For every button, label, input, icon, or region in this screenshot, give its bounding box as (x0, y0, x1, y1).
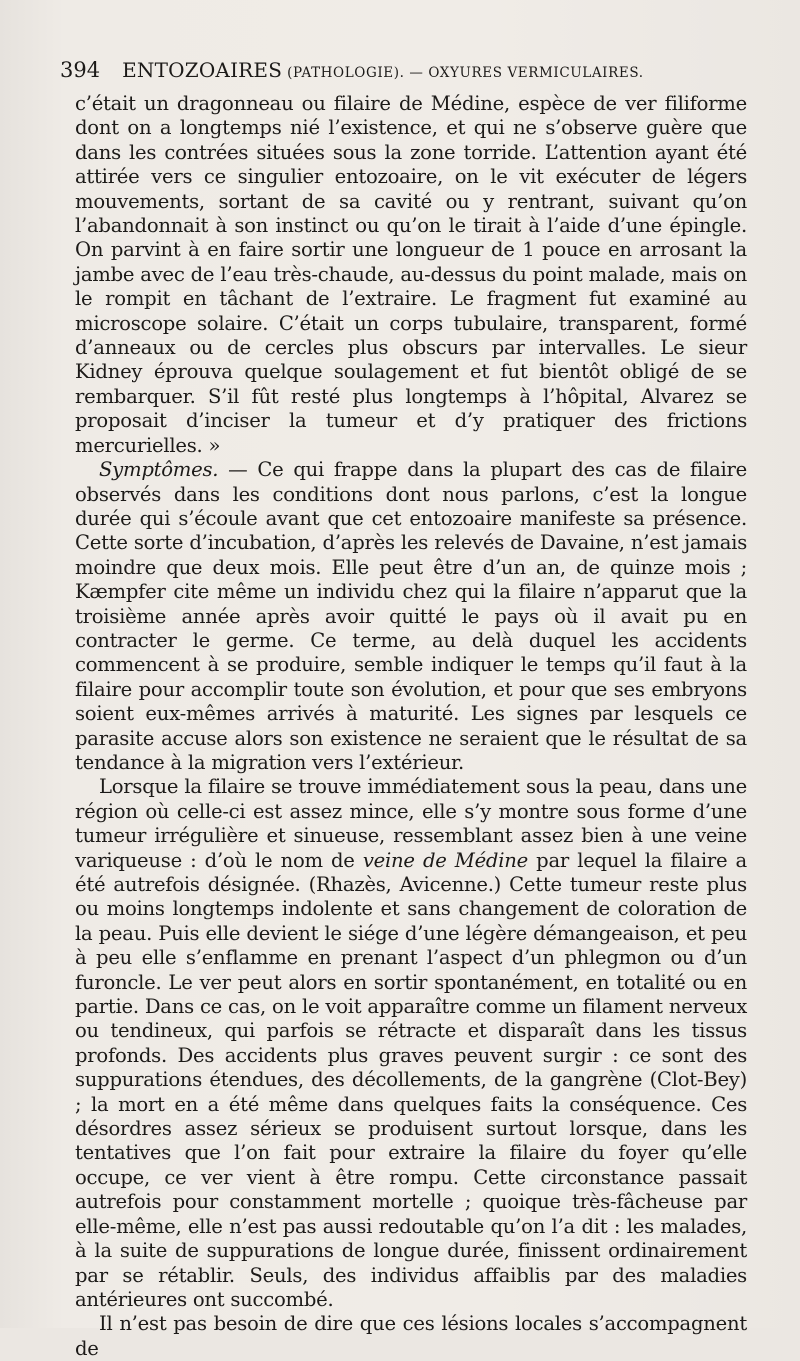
section-heading-symptomes: Symptômes. (99, 458, 219, 482)
running-header (60, 58, 750, 88)
paragraph-2 (75, 458, 747, 775)
paragraph-4-text: Il n’est pas besoin de dire que ces lésions locales s’accompagnent de (75, 1312, 747, 1360)
paragraph-3-italic: veine de Médine (362, 848, 528, 872)
paragraph-4 (75, 1312, 747, 1361)
paragraph-1-text: c’était un dragonneau ou filaire de Médine, espèce de ver filiforme dont on a longtemps nié l’existence, et qui ne s’observe guère que dans les contrées situées sous la zone torride. L’attention ayant été attirée vers ce singulier entozoaire, on le vit exécuter de légers mouvements, sortant de sa cavité ou y rentrant, suivant qu’on l’abandonnait à son instinct ou qu’on le tirait à l’aide d’une épingle. On parvint à en faire sortir une longueur de 1 pouce en arrosant la jambe avec de l’eau très-chaude, au-dessus du point malade, mais on le rompit en tâchant de l’extraire. Le fragment fut examiné au microscope solaire. C’était un corps tubulaire, transparent, formé d’anneaux ou de cercles plus obscurs par intervalles. Le sieur Kidney éprouva quelque soulagement et fut bientôt obligé de se rembarquer. S’il fût resté plus longtemps à l’hôpital, Alvarez se proposait d’inciser la tumeur et d’y pratiquer des frictions mercurielles. » (75, 92, 747, 457)
header-title: ENTOZOAIRES (122, 58, 283, 82)
paragraph-3-text-cont: par lequel la filaire a été autrefois désignée. (Rhazès, Avicenne.) Cette tumeur reste plus ou moins longtemps indolente et sans changement de coloration de la peau. Puis elle devient le siége d’une légère démangeaison, et peu à peu elle s’enflamme en prenant l’aspect d’un phlegmon ou d’un furoncle. Le ver peut alors en sortir spontanément, en totalité ou en partie. Dans ce cas, on le voit apparaître comme un filament nerveux ou tendineux, qui parfois se rétracte et disparaît dans les tissus profonds. Des accidents plus graves peuvent surgir : ce sont des suppurations étendues, des décollements, de la gangrène (Clot-Bey) ; la mort en a été même dans quelques faits la conséquence. Ces désordres assez sérieux se produisent surtout lorsque, dans les tentatives que l’on fait pour extraire la filaire du foyer qu’elle occupe, ce ver vient à être rompu. Cette circonstance passait autrefois pour constamment mortelle ; quoique très-fâcheuse par elle-même, elle n’est pas aussi redoutable qu’on l’a dit : les malades, à la suite de suppurations de longue durée, finissent ordinairement par se rétablir. Seuls, des individus affaiblis par des maladies antérieures ont succombé. (75, 848, 747, 1311)
page-number: 394 (60, 58, 101, 82)
paragraph-3 (75, 775, 747, 1312)
paragraph-3-text: Lorsque la filaire se trouve immédiatement sous la peau, dans une région où celle-ci est assez mince, elle s’y montre sous forme d’une tumeur irrégulière et sinueuse, ressemblant assez bien à une veine variqueuse : d’où le nom de (75, 775, 747, 872)
body-text (75, 92, 747, 1361)
header-subtitle: (PATHOLOGIE). — OXYURES VERMICULAIRES. (287, 65, 644, 81)
paragraph-2-text: — Ce qui frappe dans la plupart des cas de filaire observés dans les conditions dont nous parlons, c’est la longue durée qui s’écoule avant que cet entozoaire manifeste sa présence. Cette sorte d’incubation, d’après les relevés de Davaine, n’est jamais moindre que deux mois. Elle peut être d’un an, de quinze mois ; Kæmpfer cite même un individu chez qui la filaire n’apparut que la troisième année après avoir quitté le pays où il avait pu en contracter le germe. Ce terme, au delà duquel les accidents commencent à se produire, semble indiquer le temps qu’il faut à la filaire pour accomplir toute son évolution, et pour que ses embryons soient eux-mêmes arrivés à maturité. Les signes par lesquels ce parasite accuse alors son existence ne seraient que le résultat de sa tendance à la migration vers l’extérieur. (75, 458, 747, 774)
paragraph-1 (75, 92, 747, 458)
